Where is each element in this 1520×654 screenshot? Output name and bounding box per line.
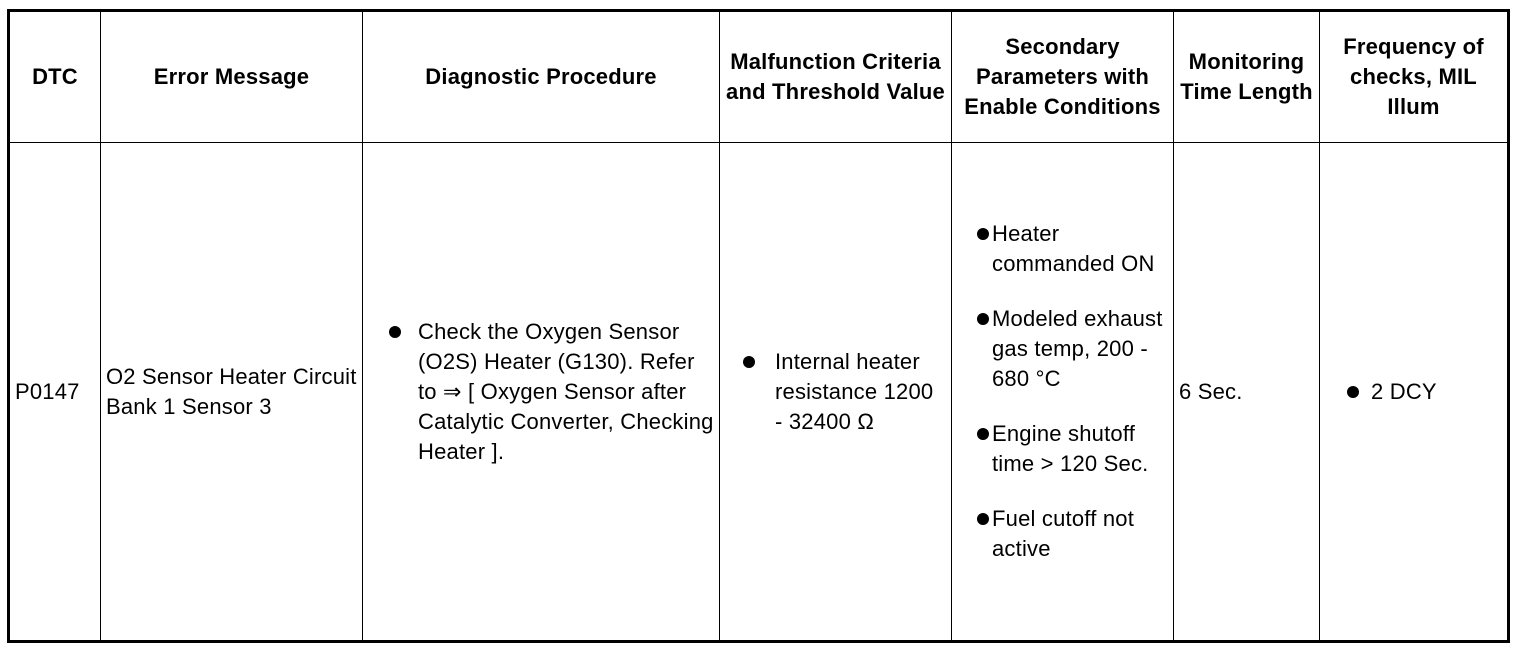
secondary-parameter-item: Modeled exhaust gas temp, 200 - 680 °C <box>957 304 1168 394</box>
cell-frequency <box>1320 143 1509 642</box>
cell-dtc: P0147 <box>9 143 101 642</box>
header-diagnostic-procedure: Diagnostic Procedure <box>363 11 720 143</box>
dtc-table <box>7 9 1510 643</box>
frequency-list <box>1325 377 1502 407</box>
header-error-message: Error Message <box>101 11 363 143</box>
secondary-parameter-item: Engine shutoff time > 120 Sec. <box>957 419 1168 479</box>
secondary-parameter-item: Fuel cutoff not active <box>957 504 1168 564</box>
procedure-list <box>368 317 714 467</box>
cell-error-message: O2 Sensor Heater Circuit Bank 1 Sensor 3 <box>101 143 363 642</box>
cell-diagnostic-procedure <box>363 143 720 642</box>
frequency-item: 2 DCY <box>1325 377 1502 407</box>
criteria-item: Internal heater resistance 1200 - 32400 Ω <box>725 347 946 437</box>
procedure-item: Check the Oxygen Sensor (O2S) Heater (G130). Refer to ⇒ [ Oxygen Sensor after Catalytic Converter, Checking Heater ]. <box>368 317 714 467</box>
header-malfunction-criteria: Malfunction Criteria and Threshold Value <box>720 11 952 143</box>
header-row <box>9 11 1509 143</box>
table-row <box>9 143 1509 642</box>
cell-malfunction-criteria <box>720 143 952 642</box>
cell-secondary-parameters <box>952 143 1174 642</box>
header-frequency: Frequency of checks, MIL Illum <box>1320 11 1509 143</box>
cell-monitoring-time: 6 Sec. <box>1174 143 1320 642</box>
secondary-parameter-item: Heater commanded ON <box>957 219 1168 279</box>
secondary-parameters-list <box>957 219 1168 564</box>
criteria-list <box>725 347 946 437</box>
header-monitoring-time: Monitoring Time Length <box>1174 11 1320 143</box>
header-dtc: DTC <box>9 11 101 143</box>
header-secondary-parameters: Secondary Parameters with Enable Conditions <box>952 11 1174 143</box>
